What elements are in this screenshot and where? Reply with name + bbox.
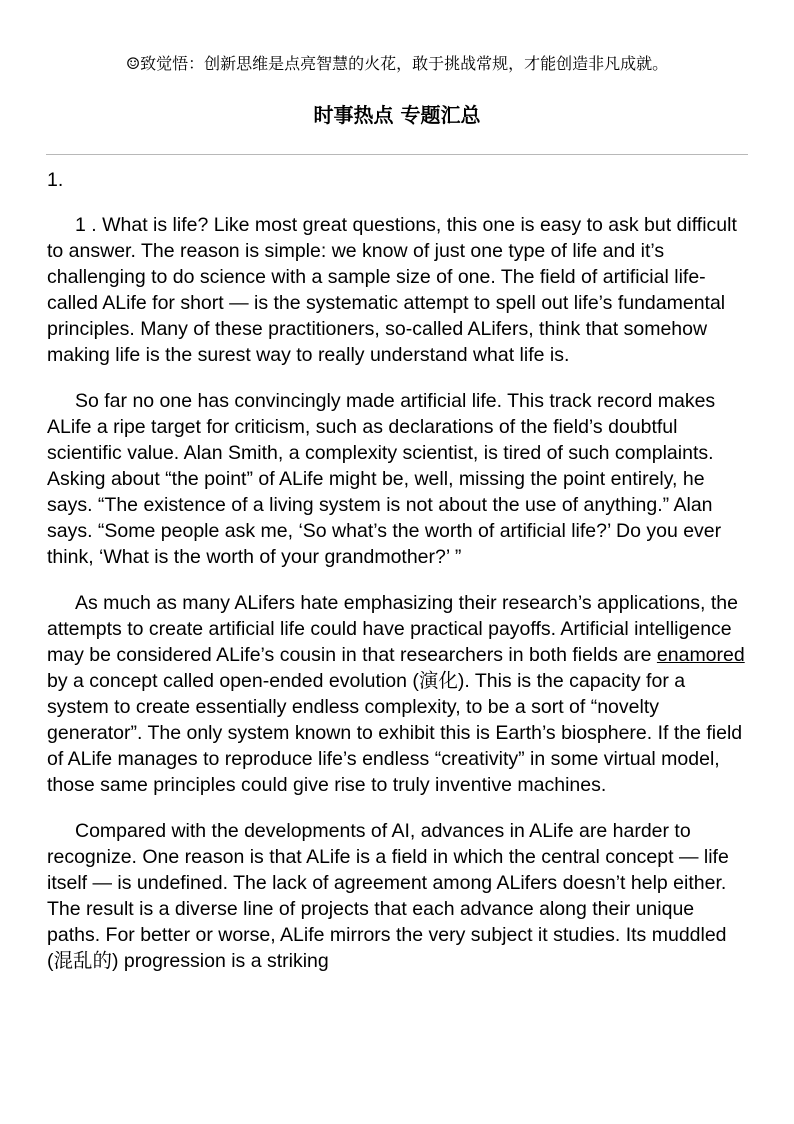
passage-paragraph-4: Compared with the developments of AI, advances in ALife are harder to recognize. One reason is that ALife is a field in which the central concept — life itself — is undefined. The lack of agreement among ALifers doesn’t help either. The result is a diverse line of projects that each advance along their unique paths. For better or worse, ALife mirrors the very subject it studies. Its muddled (混乱的) progression is a striking <box>47 820 729 972</box>
divider <box>46 154 748 155</box>
question-content <box>47 167 749 994</box>
paragraph-3-text-after: by a concept called open-ended evolution (演化). This is the capacity for a system to create essentially endless complexity, to be a sort of “novelty generator”. The only system known to exhibit this is Earth’s biosphere. If the field of ALife manages to reproduce life’s endless “creativity” in some virtual model, those same principles could give rise to truly inventive machines. <box>47 670 743 796</box>
passage-paragraph-1: 1 . What is life? Like most great questions, this one is easy to ask but difficult to answer. The reason is simple: we know of just one type of life and it’s challenging to do science with a sample size of one. The field of artificial life-called ALife for short — is the systematic attempt to spell out life’s fundamental principles. Many of these practitioners, so-called ALifers, think that somehow making life is the surest way to really understand what life is. <box>47 214 737 366</box>
page-title: 时事热点 专题汇总 <box>313 103 481 127</box>
underlined-word: enamored <box>656 644 745 666</box>
question-number: 1. <box>47 169 64 191</box>
motto-line: ☺致觉悟：创新思维是点亮智慧的火花，敢于挑战常规，才能创造非凡成就。 <box>125 54 669 73</box>
paragraph-3-text-before: As much as many ALifers hate emphasizing their research’s applications, the attempts to create artificial life could have practical payoffs. Artificial intelligence may be considered ALife’s cousin in that researchers in both fields are <box>47 592 738 666</box>
passage-paragraph-3 <box>47 590 749 798</box>
passage-paragraph-2: So far no one has convincingly made artificial life. This track record makes ALife a ripe target for criticism, such as declarations of the field’s doubtful scientific value. Alan Smith, a complexity scientist, is tired of such complaints. Asking about “the point” of ALife might be, well, missing the point entirely, he says. “The existence of a living system is not about the use of anything.” Alan says. “Some people ask me, ‘So what’s the worth of artificial life?’ Do you ever think, ‘What is the worth of your grandmother?’ ” <box>47 390 722 568</box>
